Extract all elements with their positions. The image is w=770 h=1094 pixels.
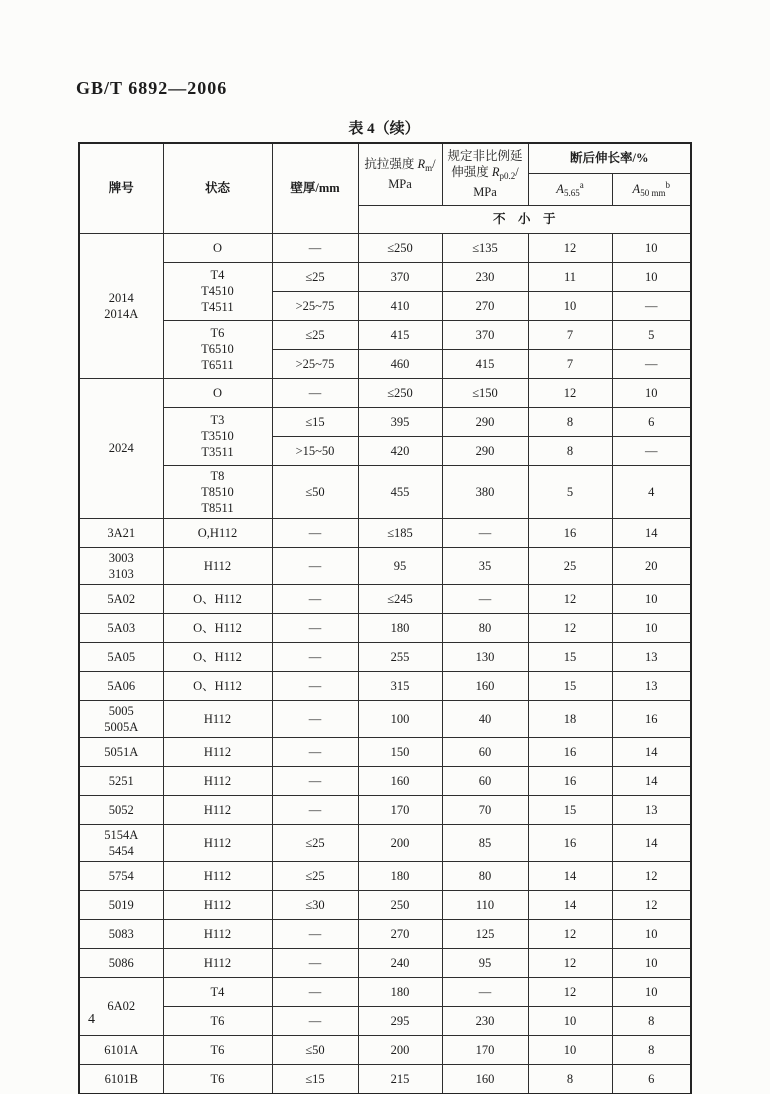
table-cell: O,H112 — [163, 518, 272, 547]
table-cell: O、H112 — [163, 671, 272, 700]
table-cell: 5086 — [79, 948, 163, 977]
table-cell: ≤25 — [272, 861, 358, 890]
table-cell: — — [272, 642, 358, 671]
table-cell: 8 — [612, 1006, 691, 1035]
table-cell: 150 — [358, 737, 442, 766]
table-body — [79, 233, 691, 1094]
table-cell: 5005 5005A — [79, 700, 163, 737]
table-cell: 12 — [528, 919, 612, 948]
table-cell: 6101B — [79, 1064, 163, 1094]
standard-code: GB/T 6892—2006 — [76, 78, 228, 98]
table-cell: H112 — [163, 795, 272, 824]
table-cell: — — [272, 700, 358, 737]
table-cell: 6 — [612, 1064, 691, 1094]
table-row — [79, 1006, 691, 1035]
table-cell: 250 — [358, 890, 442, 919]
table-cell: 40 — [442, 700, 528, 737]
table-cell: 215 — [358, 1064, 442, 1094]
table-cell: 10 — [612, 233, 691, 262]
table-cell: T6 — [163, 1064, 272, 1094]
table-cell: 2024 — [79, 378, 163, 518]
table-title: 表 4（续） — [348, 121, 420, 137]
table-cell: 60 — [442, 766, 528, 795]
table-cell: 10 — [612, 613, 691, 642]
table-cell: H112 — [163, 919, 272, 948]
table-row — [79, 795, 691, 824]
table-cell: ≤150 — [442, 378, 528, 407]
table-cell: 170 — [442, 1035, 528, 1064]
table-cell: T4 T4510 T4511 — [163, 262, 272, 320]
table-cell: 160 — [442, 671, 528, 700]
table-row — [79, 320, 691, 349]
table-cell: 295 — [358, 1006, 442, 1035]
table-cell: ≤250 — [358, 378, 442, 407]
table-cell: O — [163, 233, 272, 262]
table-cell: 270 — [442, 291, 528, 320]
table-cell: 3003 3103 — [79, 547, 163, 584]
table-cell: 8 — [528, 436, 612, 465]
table-cell: 290 — [442, 436, 528, 465]
table-cell: 200 — [358, 824, 442, 861]
table-cell: 14 — [528, 861, 612, 890]
table-cell: 12 — [528, 977, 612, 1006]
table-cell: ≤250 — [358, 233, 442, 262]
table-cell: 10 — [612, 584, 691, 613]
table-cell: — — [272, 378, 358, 407]
table-cell: 14 — [528, 890, 612, 919]
table-cell: 13 — [612, 642, 691, 671]
table-cell: H112 — [163, 700, 272, 737]
table-cell: 10 — [612, 977, 691, 1006]
table-cell: H112 — [163, 547, 272, 584]
table-cell: ≤15 — [272, 407, 358, 436]
table-cell: 370 — [442, 320, 528, 349]
table-cell: 160 — [442, 1064, 528, 1094]
header-a565: $A_{5.65}^a$ — [528, 173, 612, 205]
table-cell: 6A02 — [79, 977, 163, 1035]
header-designation: 牌号 — [79, 143, 163, 233]
table-row — [79, 919, 691, 948]
table-cell: 5A03 — [79, 613, 163, 642]
table-cell: — — [272, 766, 358, 795]
table-cell: — — [272, 584, 358, 613]
table-cell: 15 — [528, 671, 612, 700]
table-cell: 460 — [358, 349, 442, 378]
table-cell: T6 T6510 T6511 — [163, 320, 272, 378]
table-row — [79, 465, 691, 518]
table-row — [79, 890, 691, 919]
header-not-less-than: 不 小 于 — [358, 205, 691, 233]
table-cell: — — [272, 518, 358, 547]
table-row — [79, 766, 691, 795]
table-cell: 370 — [358, 262, 442, 291]
table-cell: T8 T8510 T8511 — [163, 465, 272, 518]
table-cell: 6101A — [79, 1035, 163, 1064]
header-proof-strength: 规定非比例延 伸强度 $R_{p0.2}/$ MPa — [442, 143, 528, 205]
table-row — [79, 948, 691, 977]
table-cell: 420 — [358, 436, 442, 465]
table-cell: O、H112 — [163, 584, 272, 613]
table-row — [79, 518, 691, 547]
table-cell: 180 — [358, 977, 442, 1006]
table-cell: T6 — [163, 1006, 272, 1035]
table-cell: 14 — [612, 824, 691, 861]
table-cell: 415 — [358, 320, 442, 349]
table-cell: 5754 — [79, 861, 163, 890]
table-cell: T4 — [163, 977, 272, 1006]
table-cell: H112 — [163, 824, 272, 861]
table-cell: 16 — [528, 824, 612, 861]
table-cell: 95 — [442, 948, 528, 977]
table-row — [79, 671, 691, 700]
table-row — [79, 642, 691, 671]
table-cell: ≤15 — [272, 1064, 358, 1094]
table-cell: >15~50 — [272, 436, 358, 465]
table-cell: 8 — [528, 407, 612, 436]
header-temper: 状态 — [163, 143, 272, 233]
table-cell: 125 — [442, 919, 528, 948]
table-cell: 180 — [358, 861, 442, 890]
table-cell: 170 — [358, 795, 442, 824]
table-cell: 12 — [612, 861, 691, 890]
table-cell: 15 — [528, 642, 612, 671]
table-cell: 20 — [612, 547, 691, 584]
table-cell: H112 — [163, 766, 272, 795]
table-cell: 240 — [358, 948, 442, 977]
table-cell: 5 — [612, 320, 691, 349]
table-cell: — — [272, 948, 358, 977]
table-cell: — — [272, 1006, 358, 1035]
table-cell: ≤135 — [442, 233, 528, 262]
table-cell: 5A05 — [79, 642, 163, 671]
table-cell: 11 — [528, 262, 612, 291]
table-cell: T6 — [163, 1035, 272, 1064]
table-cell: 380 — [442, 465, 528, 518]
table-cell: 3A21 — [79, 518, 163, 547]
header-wall-thickness: 壁厚/mm — [272, 143, 358, 233]
table-cell: — — [272, 233, 358, 262]
table-row — [79, 1035, 691, 1064]
table-cell: 130 — [442, 642, 528, 671]
table-cell: 270 — [358, 919, 442, 948]
table-cell: 5052 — [79, 795, 163, 824]
table-row — [79, 824, 691, 861]
table-row — [79, 737, 691, 766]
table-cell: 7 — [528, 349, 612, 378]
table-cell: 85 — [442, 824, 528, 861]
table-cell: 230 — [442, 1006, 528, 1035]
table-row — [79, 262, 691, 291]
table-cell: 10 — [612, 948, 691, 977]
spec-table — [78, 142, 692, 1094]
table-cell: 12 — [528, 233, 612, 262]
header-a50mm: $A_{50 mm}^b$ — [612, 173, 691, 205]
table-cell: 5A02 — [79, 584, 163, 613]
table-cell: ≤50 — [272, 1035, 358, 1064]
table-cell: 100 — [358, 700, 442, 737]
table-cell: ≤25 — [272, 824, 358, 861]
table-cell: — — [272, 795, 358, 824]
table-cell: 110 — [442, 890, 528, 919]
table-cell: ≤30 — [272, 890, 358, 919]
table-cell: 255 — [358, 642, 442, 671]
table-cell: 290 — [442, 407, 528, 436]
table-cell: — — [442, 977, 528, 1006]
table-row — [79, 977, 691, 1006]
table-cell: 10 — [612, 378, 691, 407]
table-row — [79, 861, 691, 890]
table-cell: — — [272, 547, 358, 584]
table-cell: — — [272, 919, 358, 948]
table-cell: 5251 — [79, 766, 163, 795]
table-cell: 16 — [528, 766, 612, 795]
table-cell: 70 — [442, 795, 528, 824]
table-cell: 10 — [528, 1035, 612, 1064]
table-cell: 455 — [358, 465, 442, 518]
table-cell: 80 — [442, 613, 528, 642]
table-cell: 25 — [528, 547, 612, 584]
table-cell: O — [163, 378, 272, 407]
table-row — [79, 378, 691, 407]
table-cell: 5 — [528, 465, 612, 518]
table-cell: 16 — [612, 700, 691, 737]
table-cell: ≤185 — [358, 518, 442, 547]
table-cell: >25~75 — [272, 291, 358, 320]
table-cell: — — [272, 977, 358, 1006]
table-cell: ≤245 — [358, 584, 442, 613]
table-cell: — — [272, 671, 358, 700]
table-cell: 395 — [358, 407, 442, 436]
table-cell: 5A06 — [79, 671, 163, 700]
table-cell: 5083 — [79, 919, 163, 948]
table-cell: — — [442, 584, 528, 613]
header-elongation: 断后伸长率/% — [528, 143, 691, 173]
table-cell: 5051A — [79, 737, 163, 766]
table-cell: 410 — [358, 291, 442, 320]
table-cell: 200 — [358, 1035, 442, 1064]
table-cell: 14 — [612, 737, 691, 766]
table-cell: 12 — [528, 378, 612, 407]
table-cell: ≤25 — [272, 262, 358, 291]
table-cell: 16 — [528, 737, 612, 766]
table-cell: 5154A 5454 — [79, 824, 163, 861]
table-cell: 12 — [528, 584, 612, 613]
table-cell: 14 — [612, 518, 691, 547]
table-cell: 18 — [528, 700, 612, 737]
table-cell: 10 — [528, 1006, 612, 1035]
table-row — [79, 700, 691, 737]
table-cell: 10 — [612, 919, 691, 948]
table-cell: 230 — [442, 262, 528, 291]
table-cell: 315 — [358, 671, 442, 700]
table-cell: 160 — [358, 766, 442, 795]
table-cell: 14 — [612, 766, 691, 795]
table-cell: 13 — [612, 671, 691, 700]
table-cell: 10 — [528, 291, 612, 320]
table-row — [79, 1064, 691, 1094]
table-cell: — — [272, 613, 358, 642]
page-number: 4 — [88, 1012, 95, 1027]
table-cell: H112 — [163, 861, 272, 890]
table-cell: — — [612, 291, 691, 320]
table-cell: H112 — [163, 890, 272, 919]
table-cell: 95 — [358, 547, 442, 584]
table-cell: 15 — [528, 795, 612, 824]
table-cell: 8 — [528, 1064, 612, 1094]
table-cell: 35 — [442, 547, 528, 584]
table-row — [79, 613, 691, 642]
table-cell: 12 — [528, 613, 612, 642]
table-cell: O、H112 — [163, 613, 272, 642]
table-row — [79, 584, 691, 613]
table-cell: — — [612, 349, 691, 378]
table-cell: O、H112 — [163, 642, 272, 671]
table-cell: 180 — [358, 613, 442, 642]
header-tensile-strength: 抗拉强度 $R_m/$ MPa — [358, 143, 442, 205]
table-cell: ≤50 — [272, 465, 358, 518]
table-cell: 5019 — [79, 890, 163, 919]
table-cell: 60 — [442, 737, 528, 766]
table-cell: ≤25 — [272, 320, 358, 349]
table-header — [79, 143, 691, 233]
table-cell: — — [612, 436, 691, 465]
table-cell: 12 — [528, 948, 612, 977]
table-cell: H112 — [163, 948, 272, 977]
table-cell: >25~75 — [272, 349, 358, 378]
table-row — [79, 547, 691, 584]
table-cell: 12 — [612, 890, 691, 919]
table-cell: 415 — [442, 349, 528, 378]
table-cell: — — [442, 518, 528, 547]
table-cell: 13 — [612, 795, 691, 824]
table-row — [79, 233, 691, 262]
table-cell: H112 — [163, 737, 272, 766]
table-cell: — — [272, 737, 358, 766]
table-cell: 16 — [528, 518, 612, 547]
table-cell: T3 T3510 T3511 — [163, 407, 272, 465]
table-row — [79, 407, 691, 436]
table-cell: 2014 2014A — [79, 233, 163, 378]
table-cell: 80 — [442, 861, 528, 890]
table-cell: 6 — [612, 407, 691, 436]
table-cell: 10 — [612, 262, 691, 291]
table-cell: 8 — [612, 1035, 691, 1064]
table-cell: 7 — [528, 320, 612, 349]
table-cell: 4 — [612, 465, 691, 518]
